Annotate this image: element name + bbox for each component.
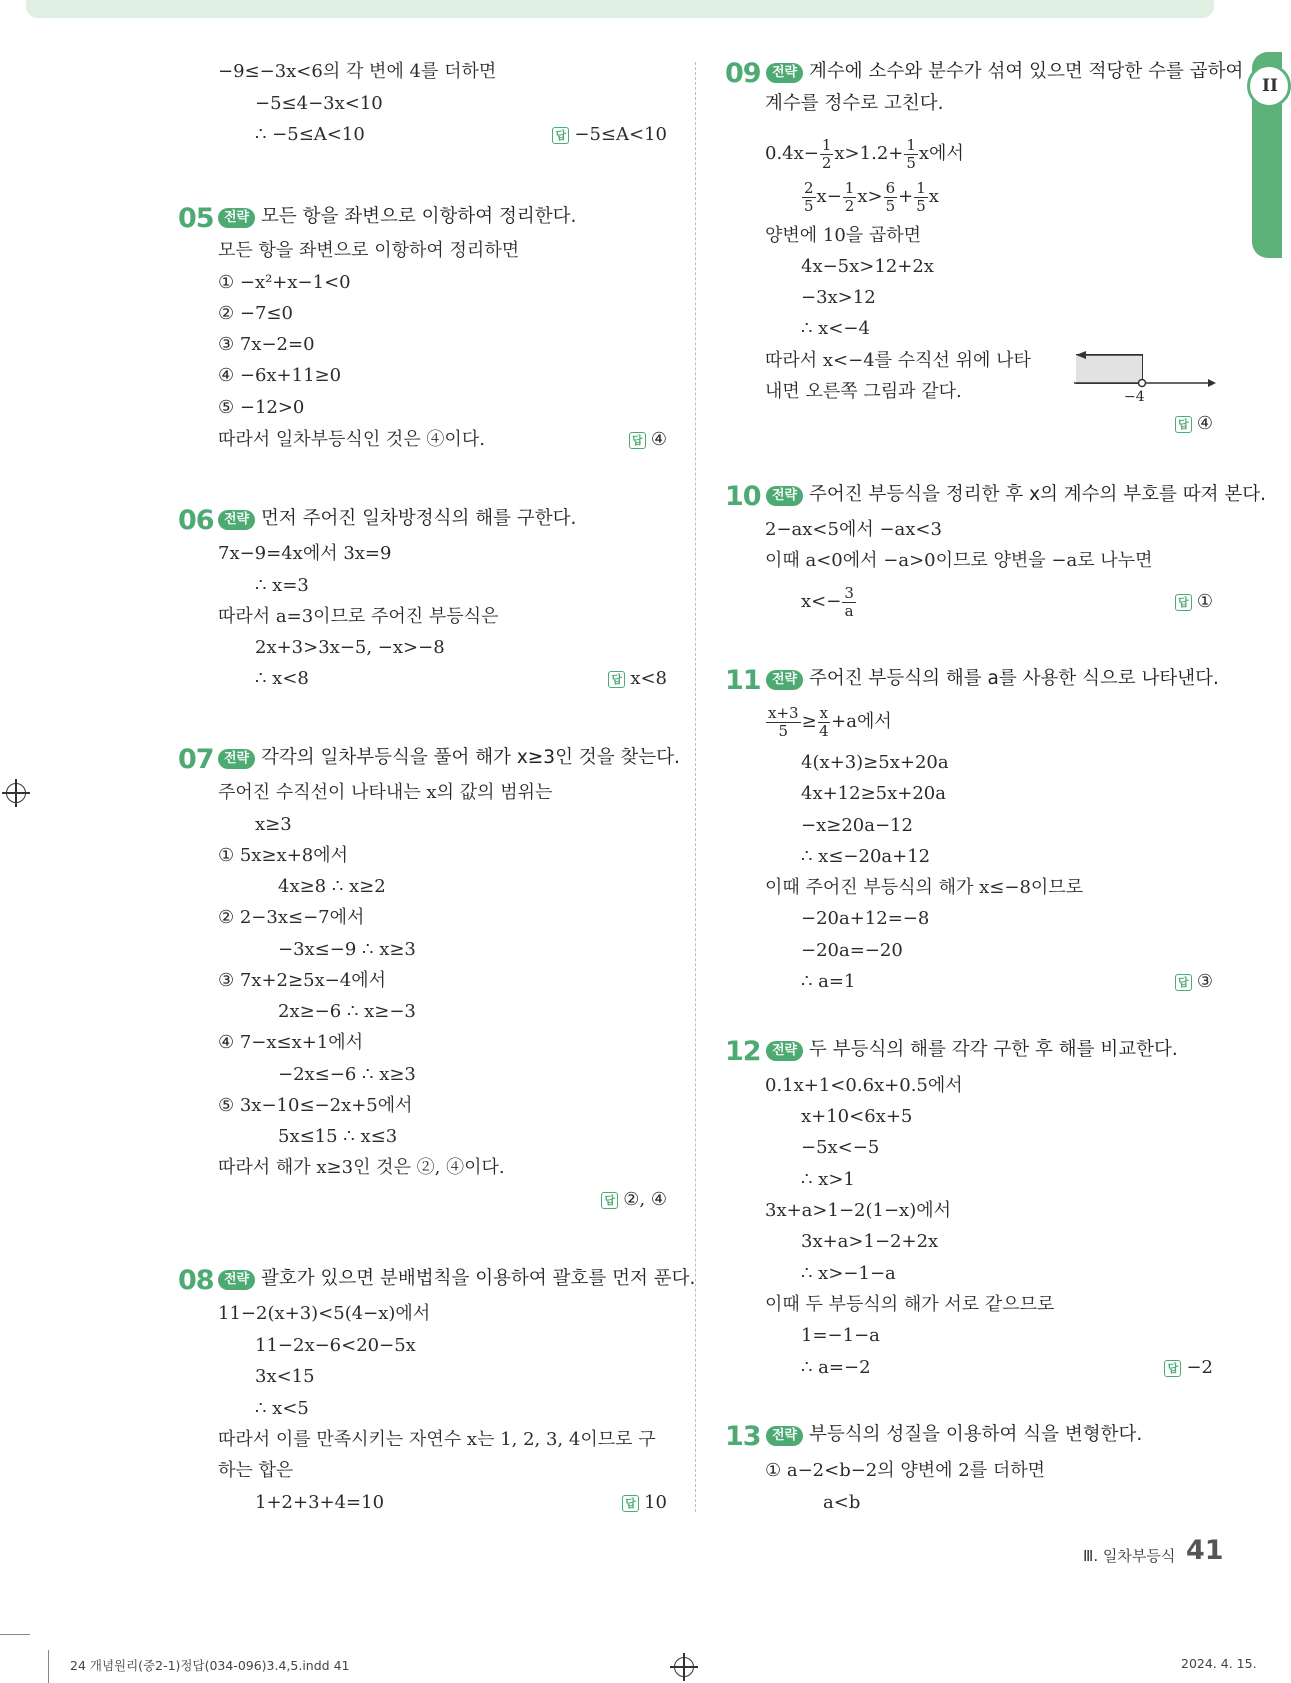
text-line: ① 5x≥x+8에서	[218, 845, 349, 866]
text-line: 따라서 x<−4를 수직선 위에 나타	[765, 350, 1031, 371]
text-line: 11−2(x+3)<5(4−x)에서	[218, 1303, 431, 1324]
text-line: 4x−5x>12+2x	[801, 256, 934, 277]
strategy-badge: 전략	[218, 510, 255, 530]
eq-part: 0.4x−	[765, 143, 819, 164]
text-line: −9≤−3x<6의 각 변에 4를 더하면	[218, 61, 497, 82]
strategy-badge: 전략	[218, 749, 255, 769]
numerator: 2	[804, 178, 814, 197]
eq-part: x>	[857, 186, 883, 207]
strategy-badge: 전략	[766, 486, 803, 506]
numerator: 1	[906, 135, 916, 154]
answer	[629, 429, 667, 451]
text-line: ② 2−3x≤−7에서	[218, 907, 365, 928]
text-line: ④ −6x+11≥0	[218, 365, 342, 386]
text-line: ∴ a=−2	[801, 1357, 871, 1378]
registration-mark-icon	[6, 783, 26, 803]
answer-icon: 답	[552, 127, 569, 144]
denominator: 5	[804, 196, 814, 215]
answer	[1164, 1357, 1213, 1379]
answer-text: ③	[1196, 971, 1213, 992]
strategy-text: 각각의 일차부등식을 풀어 해가 x≥3인 것을 찾는다.	[261, 747, 680, 768]
text-line: ⑤ 3x−10≤−2x+5에서	[218, 1095, 413, 1116]
problem-number: 10	[725, 481, 761, 512]
problem-number: 06	[178, 505, 214, 536]
strategy-badge: 전략	[766, 670, 803, 690]
text-line: 4x≥8 ∴ x≥2	[278, 876, 386, 897]
text-line: ⑤ −12>0	[218, 397, 305, 418]
text-line: 1=−1−a	[801, 1325, 880, 1346]
strategy-badge: 전략	[218, 1270, 255, 1290]
text-line: ① −x²+x−1<0	[218, 272, 351, 293]
answer-text: ④	[1196, 413, 1213, 434]
equation	[801, 582, 857, 622]
strategy-badge: 전략	[218, 208, 255, 228]
text-line: ① a−2<b−2의 양변에 2를 더하면	[765, 1460, 1045, 1481]
text-line: ∴ x≤−20a+12	[801, 846, 931, 867]
eq-part: +a에서	[831, 711, 892, 732]
answer	[1175, 413, 1213, 435]
column-divider	[695, 62, 696, 1512]
text-line: ∴ x=3	[255, 575, 309, 596]
text-line: −3x>12	[801, 287, 876, 308]
strategy-text: 주어진 부등식의 해를 a를 사용한 식으로 나타낸다.	[809, 668, 1219, 689]
text-line: ∴ x>1	[801, 1169, 855, 1190]
numerator: 1	[821, 135, 832, 154]
print-file-info: 24 개념원리(중2-1)정답(034-096)3.4,5.indd 41	[70, 1658, 350, 1673]
text-line: ③ 7x+2≥5x−4에서	[218, 970, 386, 991]
text-line: 5x≤15 ∴ x≤3	[278, 1126, 398, 1147]
top-header-band	[26, 0, 1214, 18]
text-line: ∴ a=1	[801, 971, 856, 992]
text-line: 2x≥−6 ∴ x≥−3	[278, 1001, 416, 1022]
fraction	[842, 585, 856, 620]
denominator: 5	[885, 196, 896, 215]
denominator: a	[844, 601, 854, 620]
answer-text: ②, ④	[623, 1189, 667, 1210]
text-line: −3x≤−9 ∴ x≥3	[278, 939, 416, 960]
denominator: 5	[916, 196, 926, 215]
fraction	[884, 180, 898, 215]
fraction	[914, 180, 928, 215]
strategy-badge: 전략	[766, 1041, 803, 1061]
text-line: 따라서 일차부등식인 것은 ④이다.	[218, 429, 485, 450]
crop-mark	[0, 1634, 30, 1635]
text-line: a<b	[823, 1492, 861, 1513]
equation	[801, 177, 939, 217]
eq-part: x<−	[801, 591, 842, 612]
text-line: ③ 7x−2=0	[218, 334, 315, 355]
problem-number: 12	[725, 1036, 761, 1067]
fraction	[904, 137, 918, 172]
text-line: ④ 7−x≤x+1에서	[218, 1032, 364, 1053]
text-line: ∴ x>−1−a	[801, 1263, 896, 1284]
eq-part: +	[898, 186, 914, 207]
text-line: 따라서 a=3이므로 주어진 부등식은	[218, 606, 499, 627]
answer	[1175, 971, 1213, 993]
strategy-text: 계수에 소수와 분수가 섞여 있으면 적당한 수를 곱하여	[809, 61, 1244, 82]
strategy-text: 먼저 주어진 일차방정식의 해를 구한다.	[261, 508, 577, 529]
problem-number: 13	[725, 1421, 761, 1452]
fraction	[802, 180, 816, 215]
equation	[765, 702, 892, 742]
strategy-text: 괄호가 있으면 분배법칙을 이용하여 괄호를 먼저 푼다.	[261, 1268, 696, 1289]
text-line: ② −7≤0	[218, 303, 293, 324]
text-line: x+10<6x+5	[801, 1106, 913, 1127]
numerator: 1	[844, 178, 855, 197]
text-line: 이때 a<0에서 −a>0이므로 양변을 −a로 나누면	[765, 550, 1153, 571]
eq-part: x에서	[918, 143, 964, 164]
text-line: 3x+a>1−2+2x	[801, 1231, 939, 1252]
strategy-text: 두 부등식의 해를 각각 구한 후 해를 비교한다.	[809, 1039, 1178, 1060]
text-line: ∴ x<−4	[801, 318, 870, 339]
text-line: 따라서 해가 x≥3인 것은 ②, ④이다.	[218, 1157, 505, 1178]
problem-number: 09	[725, 58, 761, 89]
axis-arrow-right	[1208, 379, 1216, 387]
answer-text: x<8	[630, 668, 667, 689]
text-line: ∴ x<8	[255, 668, 309, 689]
eq-part: x	[928, 186, 939, 207]
text-line: 11−2x−6<20−5x	[255, 1335, 416, 1356]
answer-icon: 답	[622, 1495, 639, 1512]
fraction	[818, 705, 830, 740]
answer-icon: 답	[1175, 594, 1192, 611]
text-line: 0.1x+1<0.6x+0.5에서	[765, 1075, 963, 1096]
eq-part: x−	[816, 186, 842, 207]
strategy-text: 모든 항을 좌변으로 이항하여 정리한다.	[261, 206, 577, 227]
equation	[765, 134, 964, 174]
text-line: 이때 두 부등식의 해가 서로 같으므로	[765, 1294, 1055, 1315]
denominator: 4	[819, 721, 829, 740]
eq-part: ≥	[801, 711, 817, 732]
denominator: 5	[906, 153, 916, 172]
text-line: 4x+12≥5x+20a	[801, 783, 946, 804]
eq-part: x>1.2+	[834, 143, 904, 164]
answer-icon: 답	[629, 432, 646, 449]
text-line: 3x+a>1−2(1−x)에서	[765, 1200, 951, 1221]
text-line: 모든 항을 좌변으로 이항하여 정리하면	[218, 240, 520, 261]
numerator: 3	[844, 583, 854, 602]
crop-mark	[48, 1650, 49, 1683]
text-line: ∴ x<5	[255, 1398, 309, 1419]
text-line: 양변에 10을 곱하면	[765, 225, 922, 246]
problem-number: 08	[178, 1265, 214, 1296]
registration-mark-icon	[674, 1657, 694, 1677]
strategy-text: 주어진 부등식을 정리한 후 x의 계수의 부호를 따져 본다.	[809, 484, 1267, 505]
answer-icon: 답	[601, 1192, 618, 1209]
answer	[601, 1189, 667, 1211]
strategy-badge: 전략	[766, 63, 803, 83]
numerator: 6	[885, 178, 896, 197]
text-line: 하는 합은	[218, 1460, 294, 1481]
denominator: 5	[778, 721, 789, 740]
page-number: 41	[1186, 1535, 1224, 1566]
footer-chapter-title: Ⅲ. 일차부등식	[1083, 1547, 1176, 1565]
numerator: x	[819, 703, 829, 722]
answer	[608, 668, 667, 690]
text-line: 따라서 이를 만족시키는 자연수 x는 1, 2, 3, 4이므로 구	[218, 1429, 656, 1450]
text-line: 4(x+3)≥5x+20a	[801, 752, 949, 773]
answer-text: −2	[1186, 1357, 1213, 1378]
strategy-text: 계수를 정수로 고친다.	[765, 93, 944, 114]
answer-text: ④	[650, 429, 667, 450]
answer	[622, 1492, 667, 1514]
text-line: −2x≤−6 ∴ x≥3	[278, 1064, 416, 1085]
strategy-text: 부등식의 성질을 이용하여 식을 변형한다.	[809, 1424, 1143, 1445]
text-line: 이때 주어진 부등식의 해가 x≤−8이므로	[765, 877, 1084, 898]
text-line: x≥3	[255, 814, 292, 835]
problem-number: 07	[178, 744, 214, 775]
answer-icon: 답	[1164, 1360, 1181, 1377]
text-line: −20a+12=−8	[801, 908, 930, 929]
fraction	[820, 137, 834, 172]
denominator: 2	[844, 196, 855, 215]
number-line	[1070, 346, 1220, 406]
text-line: −20a=−20	[801, 940, 903, 961]
text-line: 주어진 수직선이 나타내는 x의 값의 범위는	[218, 782, 553, 803]
answer-icon: 답	[608, 671, 625, 688]
text-line: −5x<−5	[801, 1137, 880, 1158]
fraction	[766, 705, 801, 740]
numerator: x+3	[768, 703, 799, 722]
text-line: 3x<15	[255, 1366, 315, 1387]
answer-text: −5≤A<10	[574, 124, 667, 145]
denominator: 2	[821, 153, 832, 172]
answer	[552, 124, 667, 146]
problem-number: 05	[178, 203, 214, 234]
text-line: ∴ −5≤A<10	[255, 124, 365, 145]
number-line-label: −4	[1124, 389, 1145, 405]
text-line: −x≥20a−12	[801, 815, 913, 836]
answer-text: 10	[644, 1492, 667, 1513]
text-line: 1+2+3+4=10	[255, 1492, 385, 1513]
fraction	[843, 180, 857, 215]
text-line: 내면 오른쪽 그림과 같다.	[765, 381, 962, 402]
problem-number: 11	[725, 665, 761, 696]
strategy-badge: 전략	[766, 1426, 803, 1446]
answer-icon: 답	[1175, 974, 1192, 991]
answer-icon: 답	[1175, 416, 1192, 433]
print-date: 2024. 4. 15.	[1181, 1656, 1257, 1671]
numerator: 1	[916, 178, 926, 197]
answer	[1175, 591, 1213, 613]
text-line: 2−ax<5에서 −ax<3	[765, 519, 942, 540]
answer-text: ①	[1196, 591, 1213, 612]
text-line: 2x+3>3x−5, −x>−8	[255, 637, 445, 658]
chapter-side-tab-label: II	[1262, 76, 1278, 96]
text-line: 7x−9=4x에서 3x=9	[218, 543, 392, 564]
text-line: −5≤4−3x<10	[255, 93, 383, 114]
